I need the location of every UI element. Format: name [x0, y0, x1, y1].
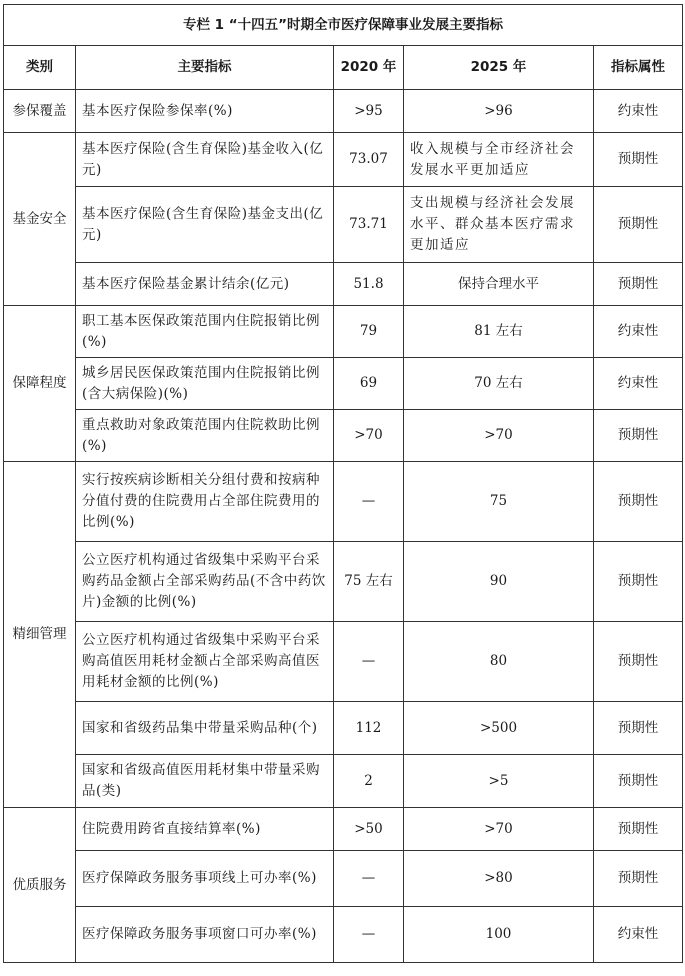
indicator-cell: 基本医疗保险参保率(%) [76, 90, 334, 133]
property-cell: 预期性 [594, 542, 683, 622]
value-2020-cell: 51.8 [334, 263, 404, 306]
header-2025: 2025 年 [404, 46, 594, 90]
value-2020-cell: 79 [334, 306, 404, 358]
value-2020-cell: >95 [334, 90, 404, 133]
table-row [4, 755, 683, 808]
table-row [4, 462, 683, 542]
value-2025-cell: 100 [404, 907, 594, 963]
table-row [4, 306, 683, 358]
indicator-cell: 住院费用跨省直接结算率(%) [76, 808, 334, 851]
value-2025-cell: >70 [404, 410, 594, 462]
value-2020-cell: — [334, 851, 404, 907]
value-2025-cell: 80 [404, 622, 594, 702]
indicator-cell: 基本医疗保险(含生育保险)基金收入(亿元) [76, 133, 334, 187]
indicator-cell: 城乡居民医保政策范围内住院报销比例(含大病保险)(%) [76, 358, 334, 410]
property-cell: 预期性 [594, 702, 683, 755]
table-row [4, 851, 683, 907]
table-row [4, 358, 683, 410]
value-2025-cell: 75 [404, 462, 594, 542]
indicator-cell: 国家和省级药品集中带量采购品种(个) [76, 702, 334, 755]
indicator-cell: 国家和省级高值医用耗材集中带量采购品(类) [76, 755, 334, 808]
property-cell: 预期性 [594, 808, 683, 851]
table-row [4, 622, 683, 702]
property-cell: 预期性 [594, 133, 683, 187]
indicator-cell: 基本医疗保险(含生育保险)基金支出(亿元) [76, 187, 334, 263]
header-category: 类别 [4, 46, 76, 90]
indicator-cell: 职工基本医保政策范围内住院报销比例(%) [76, 306, 334, 358]
category-cell: 参保覆盖 [4, 90, 76, 133]
header-indicator: 主要指标 [76, 46, 334, 90]
value-2020-cell: 69 [334, 358, 404, 410]
property-cell: 预期性 [594, 851, 683, 907]
value-2020-cell: 73.07 [334, 133, 404, 187]
value-2025-cell: >5 [404, 755, 594, 808]
property-cell: 预期性 [594, 410, 683, 462]
property-cell: 预期性 [594, 462, 683, 542]
value-2025-cell: >500 [404, 702, 594, 755]
table-row [4, 702, 683, 755]
table-row [4, 263, 683, 306]
header-row [4, 46, 683, 90]
value-2025-cell: 收入规模与全市经济社会发展水平更加适应 [404, 133, 594, 187]
value-2020-cell: 112 [334, 702, 404, 755]
indicator-cell: 实行按疾病诊断相关分组付费和按病种分值付费的住院费用占全部住院费用的比例(%) [76, 462, 334, 542]
table-row [4, 410, 683, 462]
property-cell: 预期性 [594, 755, 683, 808]
property-cell: 预期性 [594, 263, 683, 306]
table-row [4, 808, 683, 851]
value-2020-cell: >50 [334, 808, 404, 851]
property-cell: 预期性 [594, 622, 683, 702]
table-row [4, 133, 683, 187]
value-2020-cell: — [334, 462, 404, 542]
property-cell: 约束性 [594, 358, 683, 410]
category-cell: 优质服务 [4, 808, 76, 963]
value-2020-cell: — [334, 907, 404, 963]
indicator-cell: 医疗保障政务服务事项窗口可办率(%) [76, 907, 334, 963]
value-2025-cell: 90 [404, 542, 594, 622]
header-2020: 2020 年 [334, 46, 404, 90]
table-row [4, 907, 683, 963]
indicator-cell: 重点救助对象政策范围内住院救助比例(%) [76, 410, 334, 462]
value-2025-cell: 81 左右 [404, 306, 594, 358]
value-2020-cell: 75 左右 [334, 542, 404, 622]
indicator-cell: 基本医疗保险基金累计结余(亿元) [76, 263, 334, 306]
table-row [4, 90, 683, 133]
category-cell: 基金安全 [4, 133, 76, 306]
value-2020-cell: — [334, 622, 404, 702]
value-2025-cell: 70 左右 [404, 358, 594, 410]
header-property: 指标属性 [594, 46, 683, 90]
property-cell: 约束性 [594, 306, 683, 358]
value-2025-cell: >96 [404, 90, 594, 133]
value-2020-cell: 2 [334, 755, 404, 808]
category-cell: 精细管理 [4, 462, 76, 808]
value-2025-cell: 保持合理水平 [404, 263, 594, 306]
value-2025-cell: >80 [404, 851, 594, 907]
property-cell: 约束性 [594, 907, 683, 963]
indicator-cell: 公立医疗机构通过省级集中采购平台采购药品金额占全部采购药品(不含中药饮片)金额的比例(%) [76, 542, 334, 622]
property-cell: 约束性 [594, 90, 683, 133]
category-cell: 保障程度 [4, 306, 76, 462]
table-row [4, 187, 683, 263]
table-title: 专栏 1 “十四五”时期全市医疗保障事业发展主要指标 [4, 5, 683, 46]
value-2020-cell: >70 [334, 410, 404, 462]
value-2025-cell: >70 [404, 808, 594, 851]
value-2020-cell: 73.71 [334, 187, 404, 263]
indicators-table [3, 4, 683, 963]
property-cell: 预期性 [594, 187, 683, 263]
table-row [4, 542, 683, 622]
value-2025-cell: 支出规模与经济社会发展水平、群众基本医疗需求更加适应 [404, 187, 594, 263]
indicator-cell: 公立医疗机构通过省级集中采购平台采购高值医用耗材金额占全部采购高值医用耗材金额的比例(%) [76, 622, 334, 702]
indicator-cell: 医疗保障政务服务事项线上可办率(%) [76, 851, 334, 907]
